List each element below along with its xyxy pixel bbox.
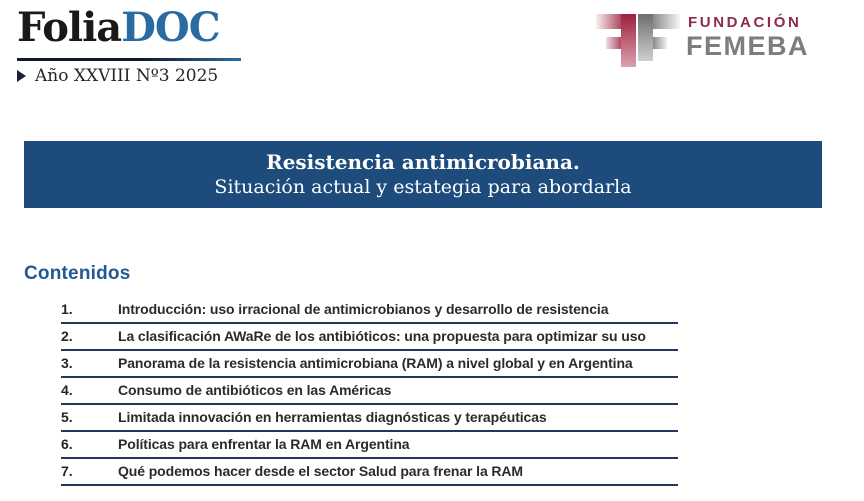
toc-item-number: 2.: [61, 328, 73, 344]
masthead-divider: [17, 58, 241, 61]
publication-logo-folia: Folia: [17, 4, 122, 51]
toc-item-label: Qué podemos hacer desde el sector Salud para frenar la RAM: [118, 463, 523, 479]
toc-item-2: [61, 324, 678, 351]
femeba-mark-icon: [653, 37, 667, 49]
toc-item-number: 7.: [61, 463, 73, 479]
toc-item-7: [61, 459, 678, 486]
toc-item-6: [61, 432, 678, 459]
toc-item-label: Introducción: uso irracional de antimicrobianos y desarrollo de resistencia: [118, 301, 609, 317]
toc-item-label: Consumo de antibióticos en las Américas: [118, 382, 392, 398]
femeba-mark-icon: [596, 14, 621, 29]
toc-item-5: [61, 405, 678, 432]
publication-logo: [17, 6, 220, 50]
toc-item-label: La clasificación AWaRe de los antibióticos: una propuesta para optimizar su uso: [118, 328, 646, 344]
femeba-mark-icon: [606, 37, 621, 49]
toc-item-label: Políticas para enfrentar la RAM en Argentina: [118, 436, 410, 452]
toc-item-label: Limitada innovación en herramientas diagnósticas y terapéuticas: [118, 409, 547, 425]
brand-femeba-label: FEMEBA: [686, 31, 809, 61]
toc-item-label: Panorama de la resistencia antimicrobiana (RAM) a nivel global y en Argentina: [118, 355, 633, 371]
table-of-contents: [61, 297, 678, 486]
femeba-logo: [596, 6, 836, 70]
toc-item-3: [61, 351, 678, 378]
issue-line: [17, 66, 218, 86]
toc-item-number: 1.: [61, 301, 73, 317]
toc-item-number: 6.: [61, 436, 73, 452]
document-title: Resistencia antimicrobiana.: [266, 150, 580, 175]
issue-label: Año XXVIII Nº3 2025: [35, 66, 219, 86]
toc-item-number: 5.: [61, 409, 73, 425]
document-title-banner: [24, 141, 822, 208]
femeba-mark-icon: [638, 14, 653, 61]
femeba-mark-icon: [621, 14, 636, 67]
toc-item-number: 4.: [61, 382, 73, 398]
contents-heading: Contenidos: [24, 263, 131, 284]
toc-item-1: [61, 297, 678, 324]
publication-logo-doc: DOC: [121, 4, 220, 51]
brand-fundacion-label: FUNDACIÓN: [688, 14, 802, 31]
toc-item-number: 3.: [61, 355, 73, 371]
femeba-mark-icon: [653, 14, 680, 29]
document-subtitle: Situación actual y estategia para abordarla: [214, 176, 632, 199]
triangle-bullet-icon: [17, 70, 26, 82]
toc-item-4: [61, 378, 678, 405]
